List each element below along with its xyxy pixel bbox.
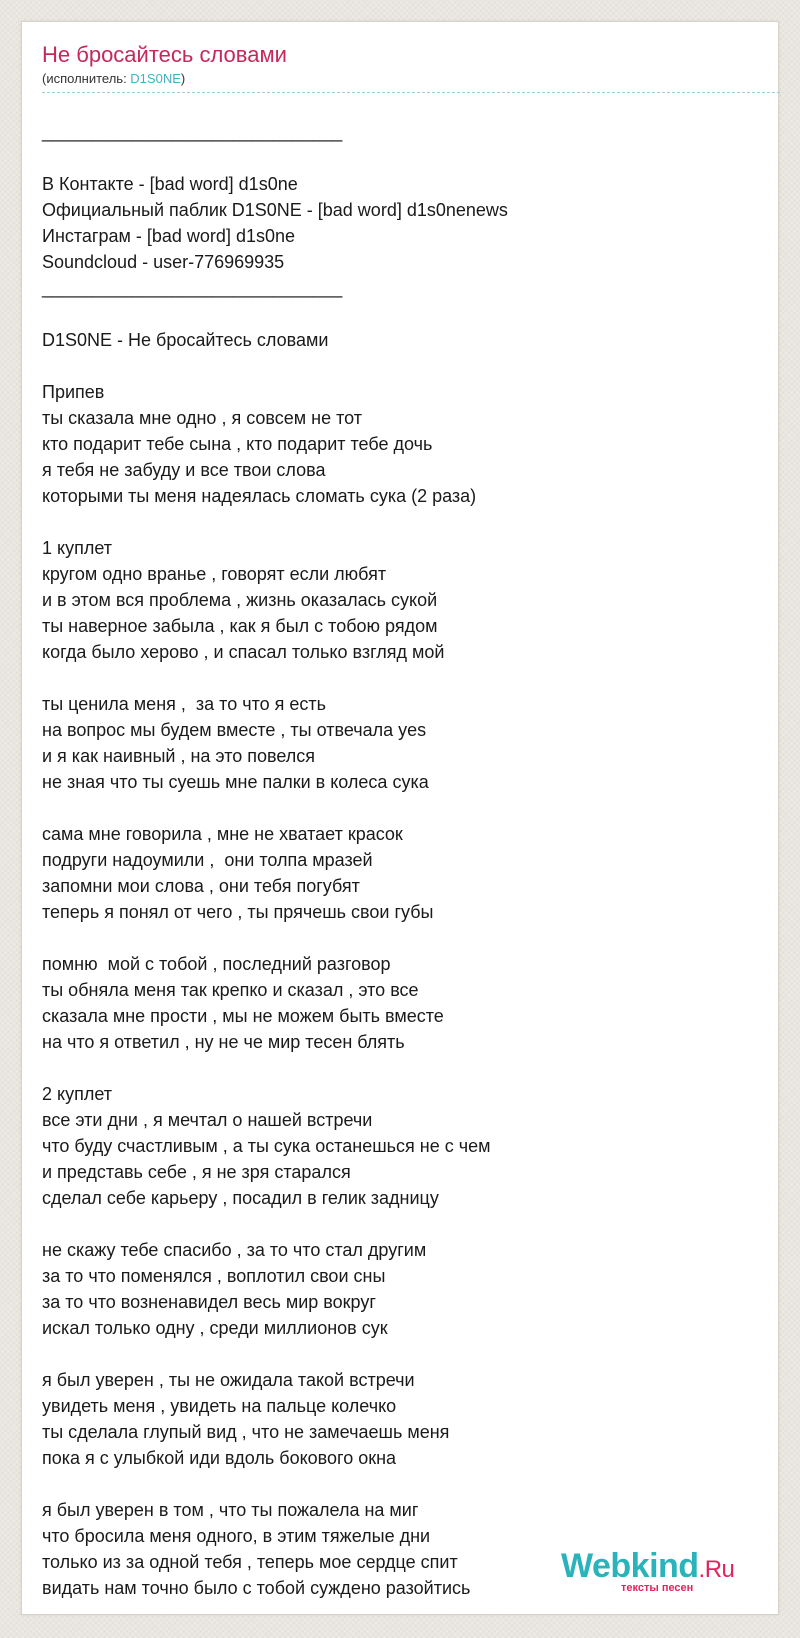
- logo-suffix: .Ru: [698, 1556, 735, 1583]
- title-divider: [42, 92, 780, 93]
- lyrics-page: [21, 21, 779, 1615]
- lyrics-text: ______________________________ В Контакте - [bad word] d1s0ne Официальный паблик D1S0NE - [bad word] d1s0nenews Инстаграм - [bad word] d1s0ne Soundcloud - user-776969935 ______________________________ D1S0NE - Не бросайтесь словами Припев ты сказала мне одно , я совсем не тот кто подарит тебе сына , кто подарит тебе дочь я тебя не забуду и все твои слова которыми ты меня надеялась сломать сука (2 раза) 1 куплет кругом одно вранье , говорят если любят и в этом вся проблема , жизнь оказалась сукой ты наверное забыла , как я был с тобою рядом когда было херово , и спасал только взгляд мой ты ценила меня , за то что я есть на вопрос мы будем вместе , ты отвечала yes и я как наивный , на это повелся не зная что ты суешь мне палки в колеса сука сама мне говорила , мне не хватает красок подруги надоумили , они толпа мразей запомни мои слова , они тебя погубят теперь я понял от чего , ты прячешь свои губы помню мой с тобой , последний разговор ты обняла меня так крепко и сказал , это все сказала мне прости , мы не можем быть вместе на что я ответил , ну не че мир тесен блять 2 куплет все эти дни , я мечтал о нашей встречи что буду счастливым , а ты сука останешься не с чем и представь себе , я не зря старался сделал себе карьеру , посадил в гелик задницу не скажу тебе спасибо , за то что стал другим за то что поменялся , воплотил свои сны за то что возненавидел весь мир вокруг искал только одну , среди миллионов сук я был уверен , ты не ожидала такой встречи увидеть меня , увидеть на пальце колечко ты сделала глупый вид , что не замечаешь меня пока я с улыбкой иди вдоль бокового окна я был уверен в том , что ты пожалела на миг что бросила меня одного, в этим тяжелые дни только из за одной тебя , теперь мое сердце спит видать нам точно было с тобой суждено разойтись: [42, 122, 508, 1598]
- logo-main-text: Webkind: [561, 1547, 699, 1585]
- webkind-logo[interactable]: [561, 1547, 761, 1599]
- artist-suffix: ): [180, 71, 186, 86]
- artist-prefix: (исполнитель:: [42, 71, 131, 86]
- logo-tagline: тексты песен: [621, 1582, 694, 1594]
- artist-line: [42, 71, 185, 87]
- song-title: Не бросайтесь словами: [42, 42, 287, 67]
- artist-link[interactable]: D1S0NE: [130, 71, 181, 86]
